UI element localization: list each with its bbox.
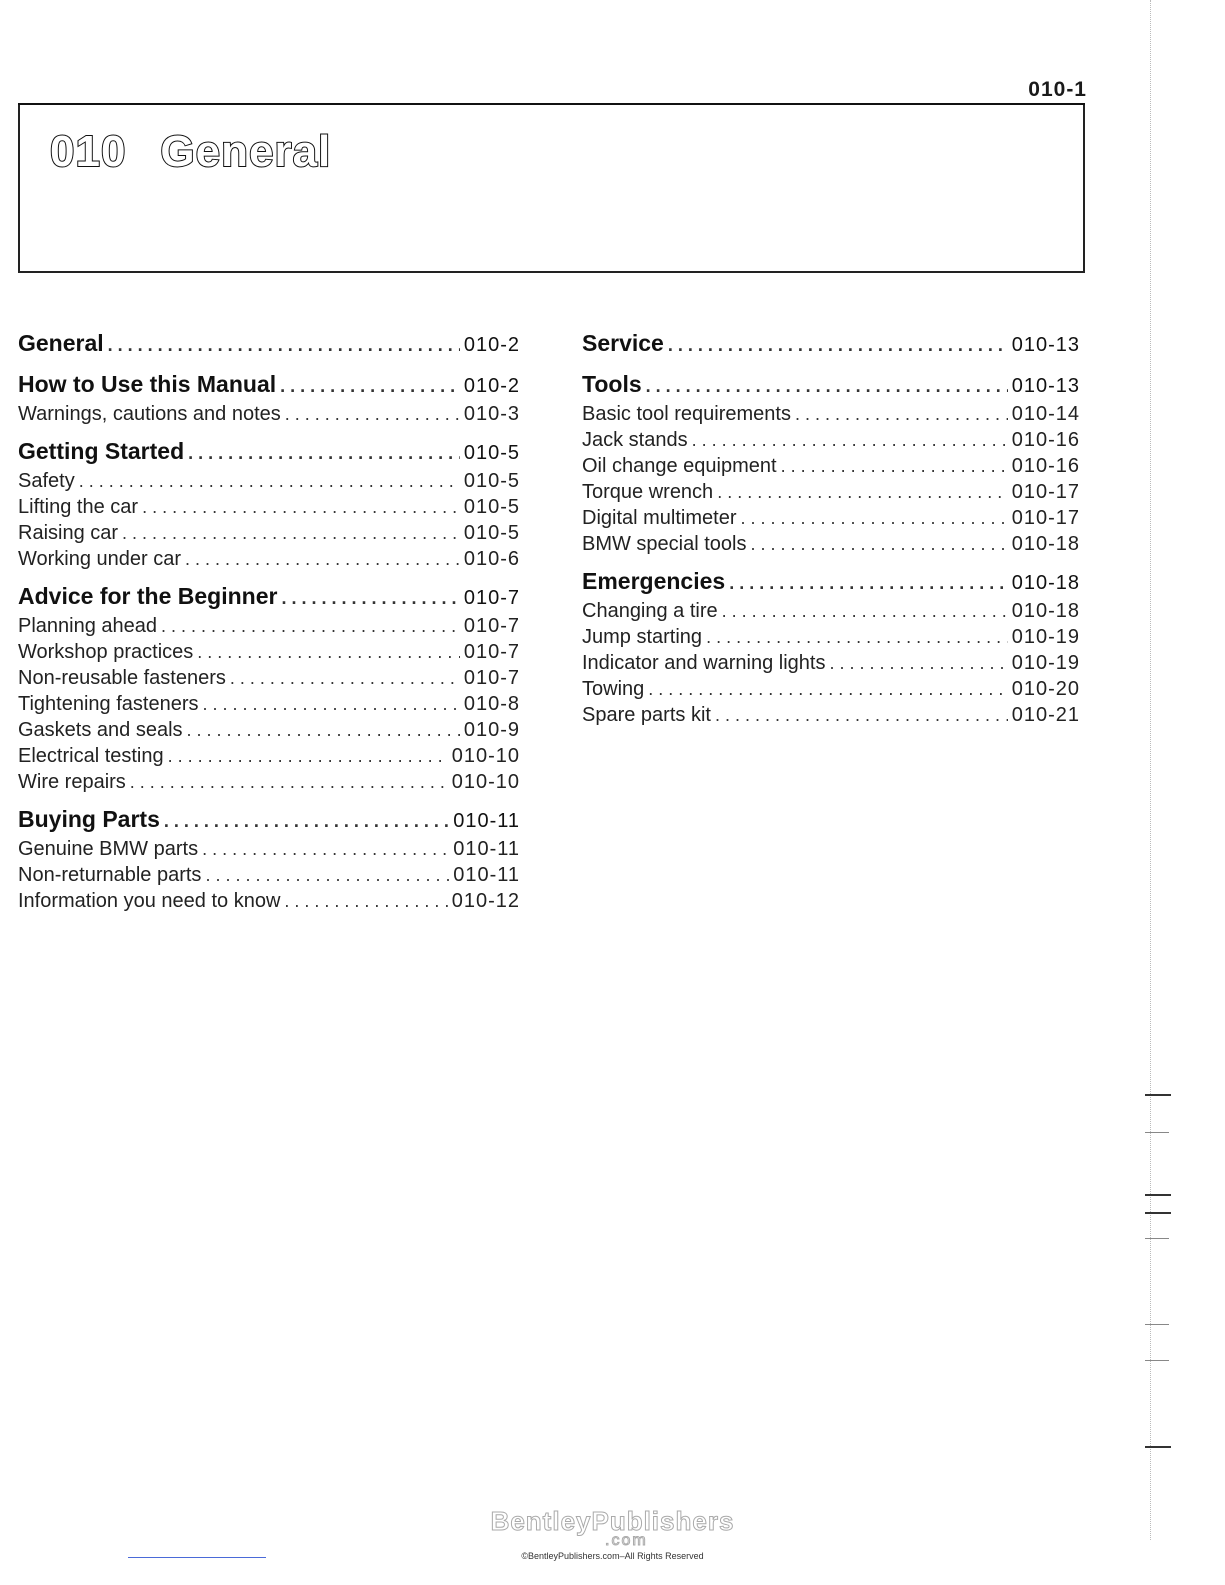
toc-section-heading[interactable] — [18, 369, 520, 401]
dot-leader — [130, 769, 448, 795]
toc-page-number: 010-16 — [1011, 429, 1080, 451]
publisher-watermark-domain: .com — [605, 1532, 648, 1549]
toc-page-number: 010-11 — [453, 864, 520, 886]
dot-leader — [715, 702, 1008, 728]
toc-page-number: 010-11 — [453, 838, 520, 860]
toc-entry[interactable] — [18, 613, 520, 639]
toc-page-number: 010-17 — [1011, 507, 1080, 529]
toc-section-heading[interactable] — [18, 804, 520, 836]
toc-entry[interactable] — [582, 676, 1080, 702]
toc-section — [18, 804, 520, 914]
toc-entry[interactable] — [582, 598, 1080, 624]
toc-page-number: 010-3 — [463, 403, 520, 425]
edge-tab-marker — [1145, 1238, 1169, 1239]
toc-entry[interactable] — [582, 453, 1080, 479]
toc-entry[interactable] — [18, 639, 520, 665]
toc-section-heading[interactable] — [582, 328, 1080, 360]
toc-entry-label: Towing — [582, 678, 645, 700]
toc-entry[interactable] — [18, 717, 520, 743]
toc-entry[interactable] — [582, 505, 1080, 531]
page-edge-markers — [1150, 0, 1153, 1540]
toc-entry[interactable] — [18, 836, 520, 862]
edge-tab-marker — [1145, 1212, 1171, 1214]
dot-leader — [164, 806, 449, 836]
dot-leader — [668, 330, 1008, 360]
toc-section-heading[interactable] — [18, 436, 520, 468]
toc-page-number: 010-14 — [1011, 403, 1080, 425]
dot-leader — [795, 401, 1008, 427]
dot-leader — [187, 717, 460, 743]
toc-page-number: 010-8 — [463, 693, 520, 715]
toc-page-number: 010-21 — [1011, 704, 1080, 726]
dot-leader — [142, 494, 460, 520]
toc-right-column — [582, 328, 1080, 737]
toc-entry[interactable] — [18, 862, 520, 888]
toc-entry-label: Indicator and warning lights — [582, 652, 826, 674]
toc-entry-label: Wire repairs — [18, 771, 126, 793]
toc-section-heading[interactable] — [18, 328, 520, 360]
toc-entry[interactable] — [582, 427, 1080, 453]
toc-heading-label: Emergencies — [582, 568, 726, 594]
toc-entry-label: Digital multimeter — [582, 507, 737, 529]
toc-entry-label: Tightening fasteners — [18, 693, 199, 715]
chapter-name: General — [160, 127, 332, 176]
toc-section — [582, 369, 1080, 557]
dot-leader — [168, 743, 448, 769]
dot-leader — [230, 665, 460, 691]
dot-leader — [648, 676, 1007, 702]
toc-entry[interactable] — [18, 888, 520, 914]
toc-page-number: 010-5 — [463, 496, 520, 518]
dot-leader — [108, 330, 460, 360]
dot-leader — [79, 468, 460, 494]
toc-section — [582, 328, 1080, 360]
toc-page-number: 010-18 — [1011, 572, 1080, 594]
toc-page-number: 010-10 — [451, 745, 520, 767]
toc-entry[interactable] — [18, 546, 520, 572]
edge-tab-marker — [1145, 1446, 1171, 1448]
toc-heading-label: Getting Started — [18, 438, 185, 464]
toc-section-heading[interactable] — [582, 369, 1080, 401]
toc-entry-label: Planning ahead — [18, 615, 158, 637]
toc-heading-label: Advice for the Beginner — [18, 583, 278, 609]
toc-entry-label: Jump starting — [582, 626, 703, 648]
toc-page-number: 010-19 — [1011, 626, 1080, 648]
toc-page-number: 010-12 — [451, 890, 520, 912]
toc-entry[interactable] — [582, 624, 1080, 650]
dot-leader — [646, 371, 1008, 401]
toc-entry[interactable] — [582, 702, 1080, 728]
toc-page-number: 010-2 — [463, 334, 520, 356]
dot-leader — [205, 862, 449, 888]
toc-entry-label: Non-reusable fasteners — [18, 667, 226, 689]
toc-entry-label: Information you need to know — [18, 890, 281, 912]
toc-page-number: 010-7 — [463, 615, 520, 637]
toc-entry-label: Warnings, cautions and notes — [18, 403, 281, 425]
edge-tab-marker — [1145, 1094, 1171, 1096]
toc-entry-label: BMW special tools — [582, 533, 747, 555]
edge-tab-marker — [1145, 1324, 1169, 1325]
dot-leader — [285, 401, 460, 427]
dot-leader — [122, 520, 460, 546]
toc-page-number: 010-13 — [1011, 375, 1080, 397]
chapter-title — [50, 127, 331, 177]
dot-leader — [197, 639, 460, 665]
dot-leader — [185, 546, 460, 572]
toc-page-number: 010-2 — [463, 375, 520, 397]
edge-tab-marker — [1145, 1194, 1171, 1196]
toc-section-heading[interactable] — [18, 581, 520, 613]
dot-leader — [722, 598, 1008, 624]
toc-entry[interactable] — [582, 531, 1080, 557]
toc-page-number: 010-9 — [463, 719, 520, 741]
toc-section — [18, 369, 520, 427]
toc-section — [18, 328, 520, 360]
toc-entry-label: Raising car — [18, 522, 119, 544]
toc-entry[interactable] — [18, 468, 520, 494]
toc-entry[interactable] — [18, 520, 520, 546]
dot-leader — [751, 531, 1008, 557]
toc-entry-label: Spare parts kit — [582, 704, 711, 726]
toc-entry-label: Basic tool requirements — [582, 403, 791, 425]
dot-leader — [692, 427, 1008, 453]
chapter-title-box — [18, 103, 1085, 273]
dot-leader — [717, 479, 1008, 505]
toc-page-number: 010-20 — [1011, 678, 1080, 700]
edge-tab-marker — [1145, 1360, 1169, 1361]
toc-page-number: 010-5 — [463, 470, 520, 492]
toc-entry[interactable] — [18, 665, 520, 691]
toc-page-number: 010-6 — [463, 548, 520, 570]
toc-heading-label: Service — [582, 330, 664, 356]
toc-entry-label: Genuine BMW parts — [18, 838, 199, 860]
copyright-notice: ©BentleyPublishers.com–All Rights Reserved — [521, 1551, 704, 1561]
toc-page-number: 010-7 — [463, 641, 520, 663]
toc-page-number: 010-5 — [463, 522, 520, 544]
toc-entry[interactable] — [582, 650, 1080, 676]
page-number: 010-1 — [1028, 78, 1087, 101]
toc-entry-label: Oil change equipment — [582, 455, 777, 477]
edge-tab-marker — [1145, 1132, 1169, 1133]
toc-section-heading[interactable] — [582, 566, 1080, 598]
toc-entry-label: Lifting the car — [18, 496, 139, 518]
toc-heading-label: General — [18, 330, 104, 356]
dot-leader — [706, 624, 1008, 650]
toc-entry-label: Electrical testing — [18, 745, 164, 767]
toc-heading-label: Tools — [582, 371, 642, 397]
toc-entry[interactable] — [18, 401, 520, 427]
toc-entry[interactable] — [582, 479, 1080, 505]
toc-page-number: 010-5 — [463, 442, 520, 464]
toc-entry-label: Safety — [18, 470, 75, 492]
toc-page-number: 010-16 — [1011, 455, 1080, 477]
toc-section — [582, 566, 1080, 728]
toc-entry[interactable] — [18, 691, 520, 717]
title-rule — [18, 103, 1085, 105]
toc-section — [18, 581, 520, 795]
toc-page-number: 010-11 — [453, 810, 520, 832]
toc-entry-label: Gaskets and seals — [18, 719, 183, 741]
dot-leader — [281, 583, 459, 613]
toc-section — [18, 436, 520, 572]
publisher-watermark: BentleyPublishers — [490, 1506, 735, 1536]
toc-page-number: 010-13 — [1011, 334, 1080, 356]
toc-entry[interactable] — [582, 401, 1080, 427]
toc-entry-label: Jack stands — [582, 429, 688, 451]
dot-leader — [284, 888, 447, 914]
toc-entry[interactable] — [18, 494, 520, 520]
dot-leader — [280, 371, 460, 401]
toc-entry-label: Workshop practices — [18, 641, 194, 663]
toc-entry-label: Torque wrench — [582, 481, 714, 503]
toc-page-number: 010-18 — [1011, 600, 1080, 622]
toc-heading-label: How to Use this Manual — [18, 371, 277, 397]
dot-leader — [781, 453, 1008, 479]
toc-page-number: 010-19 — [1011, 652, 1080, 674]
toc-entry-label: Working under car — [18, 548, 182, 570]
toc-page-number: 010-18 — [1011, 533, 1080, 555]
toc-entry[interactable] — [18, 743, 520, 769]
toc-page-number: 010-7 — [463, 587, 520, 609]
toc-entry-label: Non-returnable parts — [18, 864, 202, 886]
dot-leader — [829, 650, 1007, 676]
toc-page-number: 010-7 — [463, 667, 520, 689]
dot-leader — [729, 568, 1008, 598]
toc-left-column — [18, 328, 520, 923]
dot-leader — [202, 836, 449, 862]
chapter-number: 010 — [50, 127, 127, 176]
toc-entry-label: Changing a tire — [582, 600, 718, 622]
dot-leader — [161, 613, 460, 639]
dot-leader — [202, 691, 459, 717]
toc-heading-label: Buying Parts — [18, 806, 160, 832]
toc-page-number: 010-10 — [451, 771, 520, 793]
dot-leader — [740, 505, 1007, 531]
toc-page-number: 010-17 — [1011, 481, 1080, 503]
dot-leader — [188, 438, 460, 468]
toc-entry[interactable] — [18, 769, 520, 795]
